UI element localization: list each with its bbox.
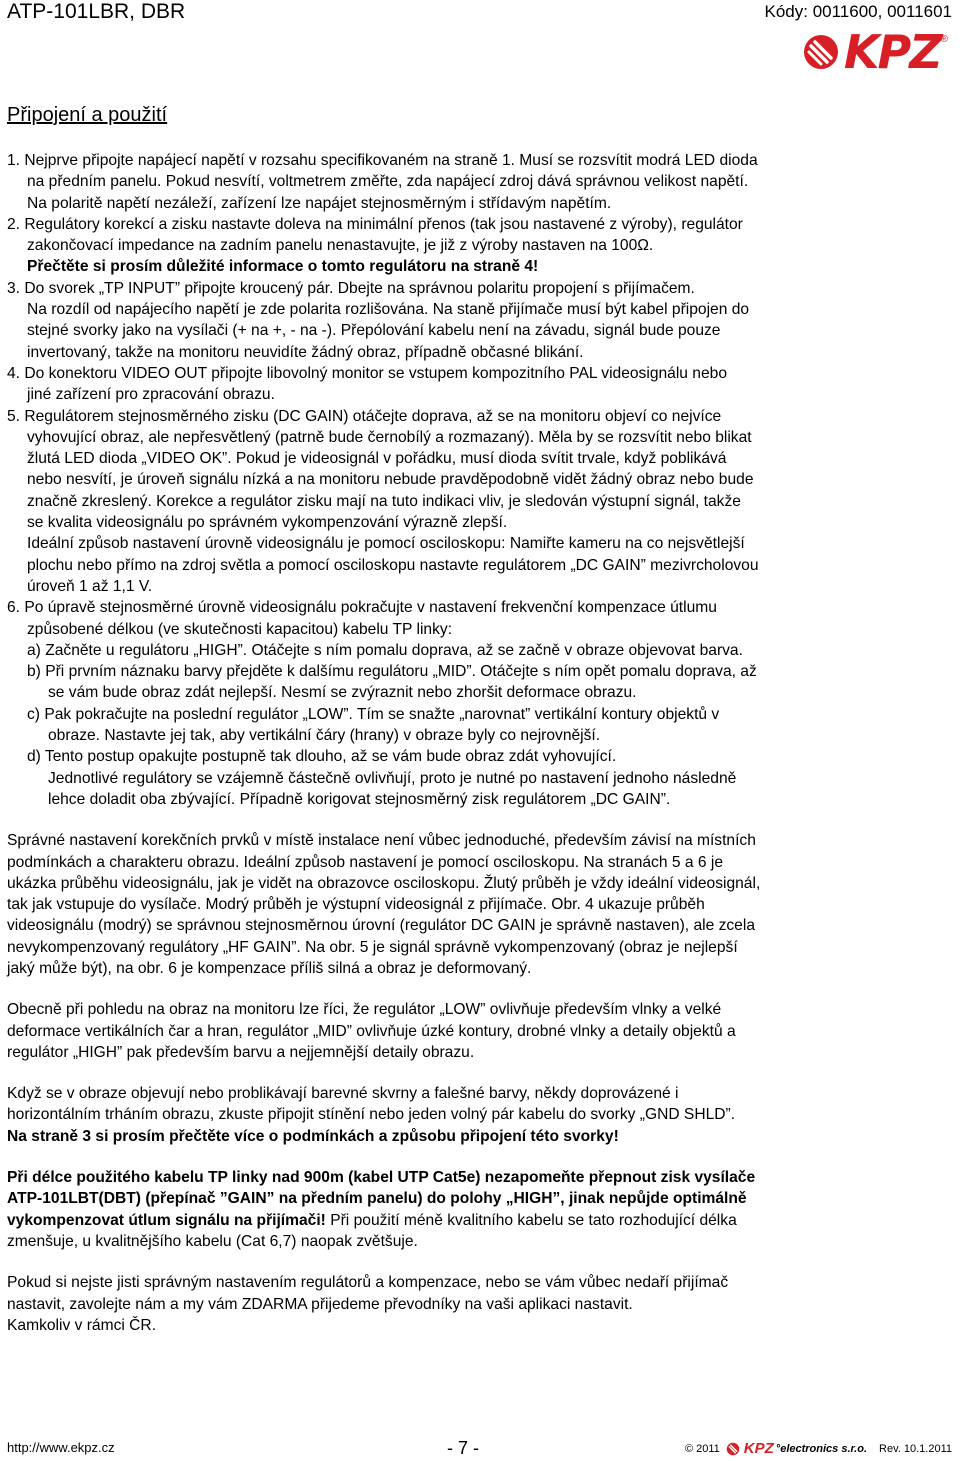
step-6-line: způsobené délkou (ve skutečnosti kapacitou) kabelu TP linky: bbox=[27, 620, 453, 638]
section-title: Připojení a použití bbox=[7, 104, 168, 126]
step-4-line: 4. Do konektoru VIDEO OUT připojte libovolný monitor se vstupem kompozitního PAL videosignálu nebo bbox=[7, 364, 727, 382]
kpz-logo bbox=[802, 25, 948, 79]
step-6-substep-c: c) Pak pokračujte na poslední regulátor „LOW”. Tím se snažte „narovnat” vertikální kontury objektů v bbox=[27, 705, 720, 723]
paragraph-shielding: horizontálním trháním obrazu, zkuste připojit stínění nebo jeden volný pár kabelu do svorky „GND SHLD”. bbox=[7, 1106, 736, 1124]
step-6-substep-b: b) Při prvním náznaku barvy přejděte k dalšímu regulátoru „MID”. Otáčejte s ním opět pomalu doprava, až bbox=[27, 663, 757, 681]
logo-text: KPZ bbox=[843, 25, 941, 79]
spacer bbox=[7, 1252, 952, 1272]
step-2-line: zakončovací impedance na zadním panelu nenastavujte, je již z výroby nastaven na 100Ω. bbox=[27, 237, 654, 255]
step-3-line: stejné svorky jako na vysílači (+ na +, - na -). Přepólování kabelu není na závadu, signál bude pouze bbox=[27, 322, 721, 340]
spacer bbox=[7, 979, 952, 999]
step-3-line: 3. Do svorek „TP INPUT” připojte kroucený pár. Dbejte na správnou polaritu propojení s přijímačem. bbox=[7, 279, 695, 297]
footer-company bbox=[685, 1440, 952, 1457]
spacer bbox=[7, 810, 952, 830]
footer-copyright: © 2011 bbox=[684, 1442, 720, 1455]
step-6-substep-c: obraze. Nastavte jej tak, aby vertikální čáry (hrany) v obraze byly co nejrovnější. bbox=[48, 727, 601, 745]
step-5-line: vyhovující obraz, ale nepřesvětlený (patrně bude černobílý a rozmazaný). Měla by se rozsvítit nebo blikat bbox=[27, 428, 752, 446]
step-2-line: 2. Regulátory korekcí a zisku nastavte doleva na minimální přenos (tak jsou nastavené z výroby), regulátor bbox=[7, 215, 743, 233]
page-footer bbox=[7, 1438, 952, 1458]
kpz-emblem-icon bbox=[726, 1442, 740, 1456]
kpz-emblem-icon bbox=[802, 33, 840, 71]
paragraph-support: Pokud si nejste jisti správným nastavením regulátorů a kompenzace, nebo se vám vůbec nedaří přijímač bbox=[7, 1274, 729, 1292]
footer-company-name: °electronics s.r.o. bbox=[775, 1442, 868, 1455]
step-5-line: plochu nebo přímo na zdroj světla a pomocí osciloskopu nastavte regulátorem „DC GAIN” mezivrcholovou bbox=[27, 556, 759, 574]
product-codes: Kódy: 0011600, 0011601 bbox=[764, 2, 952, 21]
paragraph-support: nastavit, zavolejte nám a my vám ZDARMA přijedeme převodníky na vaši aplikaci nastavit. bbox=[7, 1295, 633, 1313]
step-5-line: nebo nesvítí, je úroveň signálu nízká a na monitoru nebude pravděpodobně vidět žádný obraz nebo bude bbox=[27, 471, 754, 489]
paragraph-shielding: Když se v obraze objevují nebo problikávají barevné skvrny a falešné barvy, někdy doprovázené i bbox=[7, 1085, 679, 1103]
shielding-warning-text: Na straně 3 si prosím přečtěte více o podmínkách a způsobu připojení této svorky! bbox=[7, 1127, 619, 1145]
step-5-line: Ideální způsob nastavení úrovně videosignálu je pomocí osciloskopu: Namiřte kameru na co nejsvětlejší bbox=[27, 535, 745, 553]
step-1-line: 1. Nejprve připojte napájecí napětí v rozsahu specifikovaném na straně 1. Musí se rozsvítit modrá LED dioda bbox=[7, 152, 758, 169]
step-5-line: žlutá LED dioda „VIDEO OK”. Pokud je videosignál v pořádku, musí dioda svítit trvale, když poblikává bbox=[27, 450, 727, 468]
paragraph-oscilloscope: jaký může být), na obr. 6 je kompenzace příliš silná a obraz je deformovaný. bbox=[7, 959, 532, 977]
footer-revision: Rev. 10.1.2011 bbox=[879, 1442, 952, 1455]
step-3-line: invertovaný, takže na monitoru neuvidíte žádný obraz, případně občasné blikání. bbox=[27, 343, 584, 361]
paragraph-cable-length bbox=[7, 1210, 952, 1231]
paragraph-oscilloscope: videosignálu (modrý) se správnou stejnosměrnou úrovní (regulátor DC GAIN je správně nastaven), ale zcela bbox=[7, 917, 755, 935]
paragraph-oscilloscope: nevykompenzovaný regulátory „HF GAIN”. Na obr. 5 je signál správně vykompenzovaný (obraz je nejlepší bbox=[7, 938, 738, 956]
spacer bbox=[7, 1063, 952, 1083]
paragraph-oscilloscope: tak jak vstupuje do vysílače. Modrý průběh je výstupní videosignál z přijímače. Obr. 4 ukazuje průběh bbox=[7, 896, 705, 914]
step-6-line: 6. Po úpravě stejnosměrné úrovně videosignálu pokračujte v nastavení frekvenční kompenzace útlumu bbox=[7, 599, 717, 617]
step-1-line: Na polaritě napětí nezáleží, zařízení lze napájet stejnosměrným i střídavým napětím. bbox=[27, 194, 612, 212]
step-4-line: jiné zařízení pro zpracování obrazu. bbox=[27, 386, 275, 404]
product-model: ATP-101LBR, DBR bbox=[7, 0, 186, 23]
footer-url-link[interactable]: http://www.ekpz.cz bbox=[7, 1440, 115, 1455]
paragraph-shielding-warning bbox=[7, 1126, 952, 1147]
step-2-warning bbox=[7, 256, 952, 277]
step-6-substep-d: Jednotlivé regulátory se vzájemně částečně ovlivňují, proto je nutné po nastavení jednoho následně bbox=[48, 769, 737, 787]
step-6-substep-d: d) Tento postup opakujte postupně tak dlouho, až se vám bude obraz zdát vyhovující. bbox=[27, 748, 617, 766]
cable-length-note: zmenšuje, u kvalitnějšího kabelu (Cat 6,7) naopak zvětšuje. bbox=[7, 1232, 418, 1250]
cable-length-warning: vykompenzovat útlum signálu na přijímači! bbox=[7, 1211, 326, 1229]
step-6-substep-a: a) Začněte u regulátoru „HIGH”. Otáčejte s ním pomalu doprava, až se začně v obraze objevovat barva. bbox=[27, 641, 743, 659]
step-5-line: 5. Regulátorem stejnosměrného zisku (DC GAIN) otáčejte doprava, až se na monitoru objeví co nejvíce bbox=[7, 407, 722, 425]
paragraph-cable-length bbox=[7, 1167, 952, 1188]
paragraph-oscilloscope: podmínkách a charakteru obrazu. Ideální způsob nastavení je pomocí osciloskopu. Na stranách 5 a 6 je bbox=[7, 853, 724, 871]
cable-length-note: Při použití méně kvalitního kabelu se tato rozhodující délka bbox=[325, 1211, 737, 1229]
step-3-line: Na rozdíl od napájecího napětí je zde polarita rozlišována. Na staně přijímače musí být kabel připojen do bbox=[27, 301, 750, 319]
paragraph-cable-length bbox=[7, 1188, 952, 1209]
step-6-substep-b: se vám bude obraz zdát nejlepší. Nesmí se zvýraznit nebo zhoršit deformace obrazu. bbox=[48, 684, 637, 702]
footer-logo-text: KPZ bbox=[743, 1440, 774, 1457]
cable-length-warning: ATP-101LBT(DBT) (přepínač ”GAIN” na předním panelu) do polohy „HIGH”, jinak nepůjde optimálně bbox=[7, 1190, 747, 1208]
logo-registered-mark: ® bbox=[940, 34, 948, 45]
step-2-warning-text: Přečtěte si prosím důležité informace o tomto regulátoru na straně 4! bbox=[27, 258, 539, 276]
paragraph-support: Kamkoliv v rámci ČR. bbox=[7, 1316, 157, 1334]
paragraph-regulators: deformace vertikálních čar a hran, regulátor „MID” ovlivňuje úzké kontury, drobné vlnky a detaily objektů a bbox=[7, 1022, 736, 1040]
paragraph-oscilloscope: ukázka průběhu videosignálu, jak je vidět na obrazovce osciloskopu. Žlutý průběh je vždy ideální videosignál, bbox=[7, 874, 761, 892]
document-body bbox=[7, 150, 952, 1336]
step-5-line: značně zkreslený. Korekce a regulátor zisku mají na tuto indikaci vliv, je sledován výstupní signál, takže bbox=[27, 492, 741, 510]
paragraph-oscilloscope: Správné nastavení korekčních prvků v místě instalace není vůbec jednoduché, především závisí na místních bbox=[7, 832, 756, 850]
page-number: - 7 - bbox=[447, 1438, 480, 1458]
paragraph-regulators: Obecně při pohledu na obraz na monitoru lze říci, že regulátor „LOW” ovlivňuje především vlnky a velké bbox=[7, 1001, 722, 1019]
step-1-line: na předním panelu. Pokud nesvítí, voltmetrem změřte, zda napájecí zdroj dává správnou velikost napětí. bbox=[27, 173, 749, 191]
spacer bbox=[7, 1147, 952, 1167]
step-5-line: úroveň 1 až 1,1 V. bbox=[27, 577, 153, 595]
cable-length-warning: Při délce použitého kabelu TP linky nad 900m (kabel UTP Cat5e) nezapomeňte přepnout zisk vysílače bbox=[7, 1169, 756, 1187]
step-5-line: se kvalita videosignálu po správném vykompenzování výrazně zlepší. bbox=[27, 514, 508, 532]
step-6-substep-d: lehce doladit oba zbývající. Případně korigovat stejnosměrný zisk regulátorem „DC GAIN”. bbox=[48, 790, 671, 808]
paragraph-regulators: regulátor „HIGH” pak především barvu a nejjemnější detaily obrazu. bbox=[7, 1043, 475, 1061]
